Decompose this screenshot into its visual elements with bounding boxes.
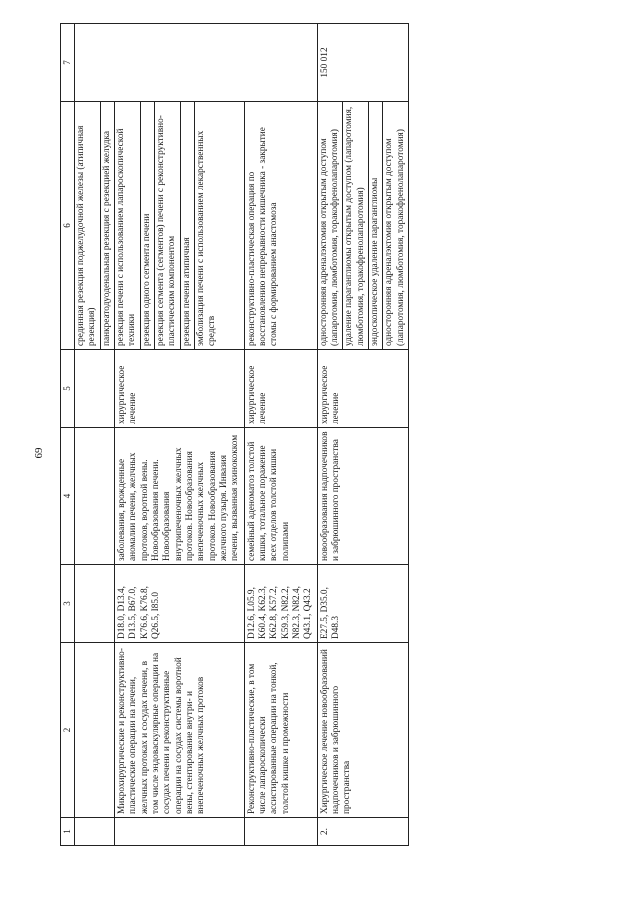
adrenal-col7-cost: 150 012	[317, 24, 408, 102]
cont-col4	[74, 428, 114, 565]
method-item: удаление параганглиомы открытым доступом (лапаротомия, люмботомия, торакофренолапаротомия)	[342, 102, 368, 349]
cont-col3	[74, 565, 114, 643]
adrenal-col3: E27.5, D35.0, D48.3	[317, 565, 408, 643]
adrenal-col4: новообразования надпочечников и забрюшинного пространства	[317, 428, 408, 565]
liver-col2: Микрохирургические и реконструктивно-пластические операции на печени, желчных протоках и сосудах печени, в том числе эндоваскулярные операции на сосудах печени и реконструктивные операции на сосудах системы воротной вены, стентирование внутри- и внепеченочных желчных протоков	[114, 643, 244, 818]
header-col-1: 1	[61, 818, 75, 846]
liver-col6	[114, 102, 244, 350]
adrenal-col2: Хирургическое лечение новообразований надпочечников и забрюшинного пространства	[317, 643, 408, 818]
liver-col1	[114, 818, 244, 846]
header-col-7: 7	[61, 24, 75, 102]
cont-col7	[74, 24, 317, 102]
method-item: резекция одного сегмента печени	[140, 102, 154, 349]
cont-col6	[74, 102, 114, 350]
method-item: односторонняя адреналэктомия открытым доступом (лапаротомия, люмботомия, торакофренолапаротомия)	[382, 102, 408, 349]
method-item: резекция печени с использованием лапароскопической техники	[115, 128, 138, 346]
header-row	[61, 24, 75, 846]
liver-col5: хирургическое лечение	[114, 350, 244, 428]
page-number: 69	[33, 447, 45, 459]
procedures-table	[60, 23, 409, 846]
method-item: резекция печени атипичная	[180, 102, 194, 349]
liver-col4: заболевания, врожденные аномалии печени, желчных протоков, воротной вены. Новообразования печени. Новообразования внутрипеченочных желчных протоков. Новообразования внепеченочных желчных протоков. Новообразования желчного пузыря. Инвазия печени, вызванная эхинококком	[114, 428, 244, 565]
cont-col1	[74, 818, 114, 846]
method-item: эмболизация печени с использованием лекарственных средств	[194, 102, 220, 349]
method-item: срединная резекция поджелудочной железы (атипичная резекция)	[75, 125, 98, 346]
cont-col2	[74, 643, 114, 818]
colon-col2: Реконструктивно-пластические, в том числе лапароскопически ассистированные операции на тонкой, толстой кишке и промежности	[244, 643, 317, 818]
cont-col5	[74, 350, 114, 428]
table-row-adrenal	[317, 24, 408, 846]
method-item: односторонняя адреналэктомия открытым доступом (лапаротомия, люмботомия, торакофренолапаротомия)	[318, 129, 340, 346]
adrenal-col5: хирургическое лечение	[317, 350, 408, 428]
header-col-2: 2	[61, 643, 75, 818]
procedures-table-sheet	[60, 24, 615, 846]
table-row-colon	[244, 24, 317, 846]
header-col-3: 3	[61, 565, 75, 643]
table-row-continuation	[74, 24, 114, 846]
adrenal-col6	[317, 102, 408, 350]
colon-col6: реконструктивно-пластическая операция по восстановлению непрерывности кишечника - закрытие стомы с формированием анастомоза	[244, 102, 317, 350]
method-item: эндоскопическое удаление параганглиомы	[368, 102, 382, 349]
liver-col3: D18.0, D13.4, D13.5, B67.0, K76.6, K76.8, Q26.5, I85.0	[114, 565, 244, 643]
colon-col3: D12.6, L05.9, K60.4, K62.3, K62.8, K57.2, K59.3, N82.2, N82.3, N82.4, Q43.1, Q43.2	[244, 565, 317, 643]
header-col-4: 4	[61, 428, 75, 565]
colon-col1	[244, 818, 317, 846]
method-item: резекция сегмента (сегментов) печени с реконструктивно-пластическим компонентом	[154, 102, 180, 349]
header-col-6: 6	[61, 102, 75, 350]
header-col-5: 5	[61, 350, 75, 428]
adrenal-col1: 2.	[317, 818, 408, 846]
method-item: панкреатодуоденальная резекция с резекцией желудка	[100, 102, 114, 349]
table-row-liver	[114, 24, 244, 846]
colon-col5: хирургическое лечение	[244, 350, 317, 428]
colon-col4: семейный аденоматоз толстой кишки, тотальное поражение всех отделов толстой кишки полипами	[244, 428, 317, 565]
